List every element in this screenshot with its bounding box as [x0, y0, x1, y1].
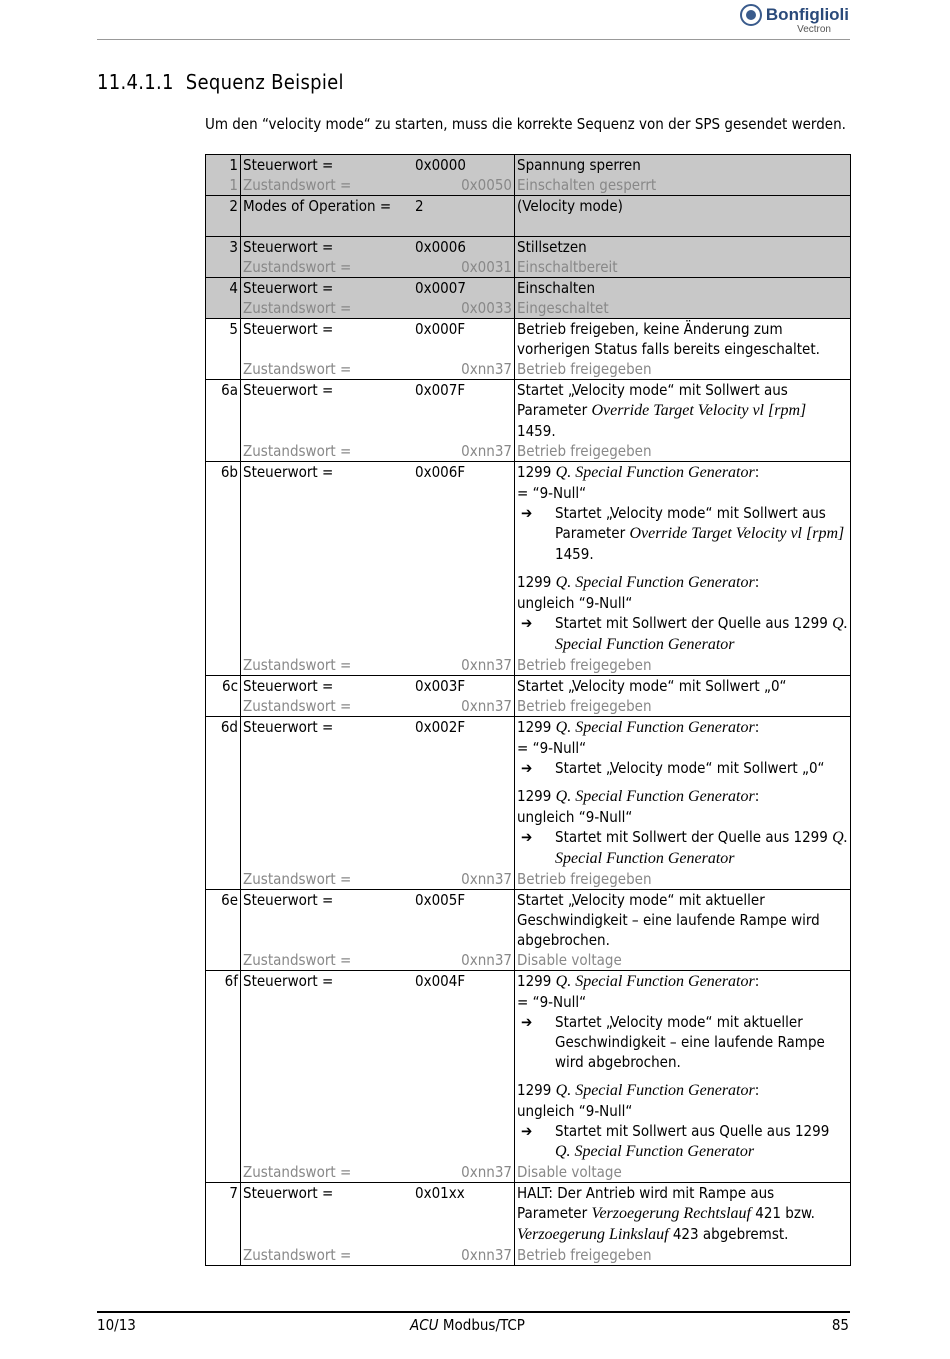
- step-number: 1: [206, 175, 241, 196]
- status-label: Zustandswort =: [241, 257, 414, 278]
- row-description: Startet „Velocity mode“ mit Sollwert „0“: [515, 676, 851, 697]
- row-label: Steuerwort =: [241, 462, 414, 656]
- row-description: Betrieb freigeben, keine Änderung zum vorherigen Status falls bereits eingeschaltet.: [515, 319, 851, 360]
- status-label: Zustandswort =: [243, 360, 352, 378]
- status-label: Zustandswort =: [241, 298, 414, 319]
- page-number: 85: [831, 1316, 849, 1334]
- table-row: [206, 155, 851, 176]
- brand-name: Bonfiglioli: [765, 5, 849, 24]
- status-description: Eingeschaltet: [515, 298, 851, 319]
- row-description: 1299 Q. Special Function Generator: = “9-Null“ ➔ Startet „Velocity mode“ mit Sollwert „0“ 1299 Q. Special Function Generator: ungleich “9-Null“ ➔ Startet mit Sollwert der Quelle aus 1299 Q. Special Function Generator: [515, 717, 851, 870]
- row-value: 0x0000: [413, 155, 515, 176]
- row-value: 0x005F: [413, 890, 515, 951]
- status-description: Betrieb freigegeben: [515, 1245, 851, 1266]
- step-number: 6a: [206, 380, 241, 442]
- arrow-right-icon: ➔: [521, 1122, 533, 1140]
- row-label: Steuerwort =: [241, 971, 414, 1163]
- status-value: 0x0033: [413, 298, 515, 319]
- section-heading: [97, 70, 344, 94]
- table-row: [206, 462, 851, 656]
- status-description: Betrieb freigegeben: [515, 869, 851, 890]
- arrow-right-icon: ➔: [521, 759, 533, 777]
- table-row: [206, 257, 851, 278]
- row-value: 2: [413, 196, 515, 217]
- step-number: 7: [206, 1183, 241, 1246]
- status-value: 0xnn37: [461, 442, 512, 460]
- status-value: 0xnn37: [461, 1163, 512, 1181]
- table-row: [206, 441, 851, 462]
- row-label: Steuerwort =: [241, 278, 414, 299]
- status-value: 0xnn37: [461, 360, 512, 378]
- list-item: ➔ Startet mit Sollwert der Quelle aus 1299 Q. Special Function Generator: [517, 613, 848, 655]
- row-description: Einschalten: [515, 278, 851, 299]
- list-item: ➔ Startet „Velocity mode“ mit Sollwert aus Parameter Override Target Velocity vl [rpm] 1459.: [517, 503, 848, 564]
- row-description: (Velocity mode): [515, 196, 851, 217]
- row-label: Steuerwort =: [241, 380, 414, 442]
- step-number: 6e: [206, 890, 241, 951]
- table-row: [206, 237, 851, 258]
- status-label: Zustandswort =: [243, 656, 352, 674]
- status-value: 0x0050: [413, 175, 515, 196]
- step-number: 2: [206, 196, 241, 217]
- list-item: ➔ Startet „Velocity mode“ mit Sollwert „0“: [517, 758, 848, 778]
- status-label: Zustandswort =: [243, 870, 352, 888]
- status-description: Disable voltage: [515, 1162, 851, 1183]
- step-number: 1: [206, 155, 241, 176]
- list-item: ➔ Startet mit Sollwert aus Quelle aus 1299 Q. Special Function Generator: [517, 1121, 848, 1162]
- arrow-right-icon: ➔: [521, 1013, 533, 1031]
- row-value: 0x01xx: [413, 1183, 515, 1246]
- table-row: [206, 380, 851, 442]
- row-value: 0x007F: [413, 380, 515, 442]
- row-value: 0x004F: [413, 971, 515, 1163]
- section-number: 11.4.1.1: [97, 70, 174, 94]
- table-row: [206, 717, 851, 870]
- bonfiglioli-logo-icon: [740, 4, 762, 26]
- row-value: 0x003F: [413, 676, 515, 697]
- row-label: Steuerwort =: [241, 1183, 414, 1246]
- status-label: Zustandswort =: [243, 442, 352, 460]
- arrow-right-icon: ➔: [521, 504, 533, 522]
- arrow-right-icon: ➔: [521, 828, 533, 846]
- step-number: 6d: [206, 717, 241, 870]
- status-value: 0xnn37: [461, 656, 512, 674]
- footer-rule: [97, 1311, 850, 1313]
- table-row: [206, 216, 851, 237]
- step-number: 3: [206, 237, 241, 258]
- sequence-table: [205, 154, 851, 1266]
- row-label: Steuerwort =: [241, 890, 414, 951]
- table-row: [206, 950, 851, 971]
- header-rule: [97, 39, 850, 40]
- arrow-right-icon: ➔: [521, 614, 533, 632]
- row-description: Startet „Velocity mode“ mit Sollwert aus Parameter Override Target Velocity vl [rpm] 1459.: [515, 380, 851, 442]
- table-row: [206, 175, 851, 196]
- footer-date: 10/13: [97, 1316, 136, 1334]
- status-label: Zustandswort =: [243, 951, 352, 969]
- table-row: [206, 1245, 851, 1266]
- status-value: 0xnn37: [461, 697, 512, 715]
- row-label: Steuerwort =: [241, 676, 414, 697]
- step-number: 5: [206, 319, 241, 360]
- footer-product: ACU Modbus/TCP: [410, 1316, 525, 1334]
- status-description: Betrieb freigegeben: [515, 441, 851, 462]
- table-row: [206, 676, 851, 697]
- intro-text: Um den “velocity mode“ zu starten, muss die korrekte Sequenz von der SPS gesendet werden.: [205, 115, 846, 133]
- row-description: Spannung sperren: [515, 155, 851, 176]
- row-label: Steuerwort =: [241, 155, 414, 176]
- list-item: ➔ Startet mit Sollwert der Quelle aus 1299 Q. Special Function Generator: [517, 827, 848, 869]
- row-description: Stillsetzen: [515, 237, 851, 258]
- status-description: Betrieb freigegeben: [515, 359, 851, 380]
- row-value: 0x006F: [413, 462, 515, 656]
- row-label: Steuerwort =: [241, 237, 414, 258]
- row-description: 1299 Q. Special Function Generator: = “9-Null“ ➔ Startet „Velocity mode“ mit aktueller Geschwindigkeit – eine laufende Rampe wird abgebrochen. 1299 Q. Special Function Generator: ungleich “9-Null“ ➔ Startet mit Sollwert aus Quelle aus 1299 Q. Special Function Generator: [515, 971, 851, 1163]
- section-title: Sequenz Beispiel: [185, 70, 344, 94]
- table-row: [206, 319, 851, 360]
- step-number: 4: [206, 278, 241, 299]
- row-value: 0x0007: [413, 278, 515, 299]
- table-row: [206, 1183, 851, 1246]
- status-value: 0x0031: [413, 257, 515, 278]
- row-value: 0x002F: [413, 717, 515, 870]
- row-description: HALT: Der Antrieb wird mit Rampe aus Parameter Verzoegerung Rechtslauf 421 bzw. Verzoegerung Linkslauf 423 abgebremst.: [515, 1183, 851, 1246]
- status-description: Betrieb freigegeben: [515, 696, 851, 717]
- status-label: Zustandswort =: [243, 1246, 352, 1264]
- list-item: ➔ Startet „Velocity mode“ mit aktueller Geschwindigkeit – eine laufende Rampe wird abgebrochen.: [517, 1012, 848, 1072]
- table-row: [206, 1162, 851, 1183]
- row-description: 1299 Q. Special Function Generator: = “9-Null“ ➔ Startet „Velocity mode“ mit Sollwert aus Parameter Override Target Velocity vl [rpm] 1459. 1299 Q. Special Function Generator: ungleich “9-Null“ ➔ Startet mit Sollwert der Quelle aus 1299 Q. Special Function Generator: [515, 462, 851, 656]
- table-row: [206, 196, 851, 217]
- row-description: Startet „Velocity mode“ mit aktueller Geschwindigkeit – eine laufende Rampe wird abgebrochen.: [515, 890, 851, 951]
- table-row: [206, 655, 851, 676]
- step-number: 6b: [206, 462, 241, 656]
- step-number: 6c: [206, 676, 241, 697]
- status-value: 0xnn37: [461, 951, 512, 969]
- parameter-name: Override Target Velocity vl [rpm]: [591, 402, 807, 419]
- table-row: [206, 696, 851, 717]
- row-label: Steuerwort =: [241, 717, 414, 870]
- table-row: [206, 869, 851, 890]
- status-label: Zustandswort =: [243, 1163, 352, 1181]
- table-row: [206, 971, 851, 1163]
- table-row: [206, 298, 851, 319]
- brand-sub: Vectron: [797, 24, 831, 35]
- table-row: [206, 359, 851, 380]
- brand-logo: [740, 4, 849, 35]
- status-value: 0xnn37: [461, 870, 512, 888]
- status-description: Betrieb freigegeben: [515, 655, 851, 676]
- row-label: Modes of Operation =: [241, 196, 414, 217]
- status-value: 0xnn37: [461, 1246, 512, 1264]
- status-description: Disable voltage: [515, 950, 851, 971]
- row-value: 0x0006: [413, 237, 515, 258]
- status-label: Zustandswort =: [243, 697, 352, 715]
- status-description: Einschalten gesperrt: [515, 175, 851, 196]
- row-label: Steuerwort =: [241, 319, 414, 360]
- status-label: Zustandswort =: [241, 175, 414, 196]
- status-description: Einschaltbereit: [515, 257, 851, 278]
- table-row: [206, 278, 851, 299]
- step-number: 6f: [206, 971, 241, 1163]
- row-value: 0x000F: [413, 319, 515, 360]
- table-row: [206, 890, 851, 951]
